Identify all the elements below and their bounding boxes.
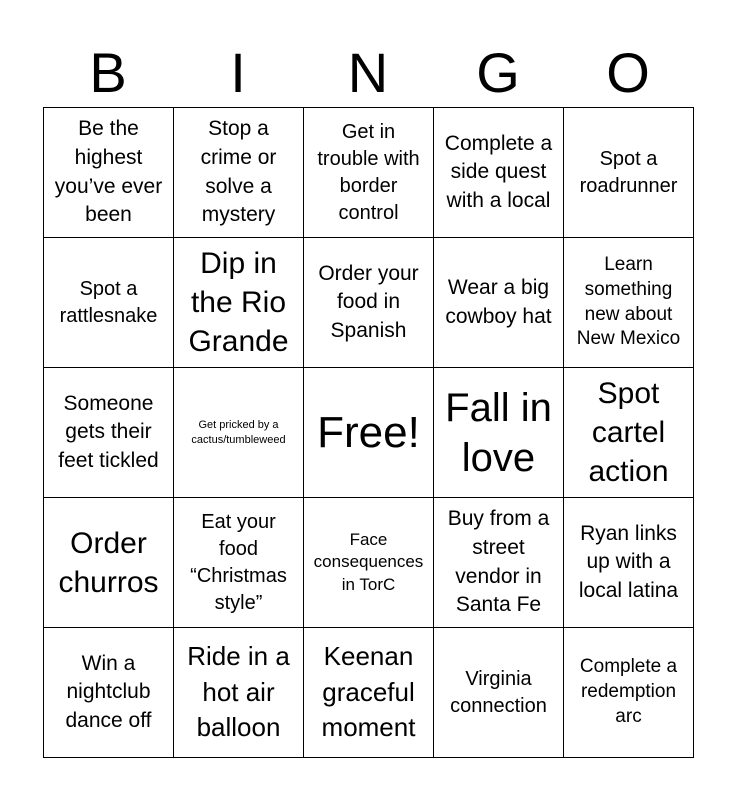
bingo-cell[interactable] — [44, 108, 174, 238]
bingo-cell[interactable] — [564, 368, 694, 498]
header-letter-o: O — [606, 41, 650, 104]
bingo-cell-free[interactable] — [304, 368, 434, 498]
bingo-cell[interactable] — [44, 628, 174, 758]
bingo-cell[interactable] — [434, 498, 564, 628]
bingo-cell[interactable] — [434, 108, 564, 238]
cell-text: Order churros — [58, 526, 159, 599]
bingo-cell[interactable] — [174, 628, 304, 758]
bingo-cell[interactable] — [44, 368, 174, 498]
bingo-grid — [43, 107, 694, 758]
bingo-cell[interactable] — [564, 108, 694, 238]
cell-text: Virginia connection — [450, 667, 547, 717]
bingo-cell[interactable] — [174, 368, 304, 498]
bingo-cell[interactable] — [564, 498, 694, 628]
header-letter-b: B — [89, 41, 127, 104]
bingo-cell[interactable] — [434, 368, 564, 498]
cell-text: Stop a crime or solve a mystery — [200, 117, 277, 227]
cell-text: Order your food in Spanish — [318, 261, 419, 342]
cell-text: Spot a roadrunner — [579, 147, 678, 197]
cell-text: Be the highest you’ve ever been — [54, 117, 163, 227]
bingo-cell[interactable] — [434, 238, 564, 368]
cell-text: Fall in love — [445, 385, 552, 480]
bingo-cell[interactable] — [44, 238, 174, 368]
cell-text: Complete a redemption arc — [579, 656, 678, 727]
cell-text: Wear a big cowboy hat — [445, 275, 552, 328]
header-letter-i: I — [230, 41, 246, 104]
bingo-cell[interactable] — [174, 498, 304, 628]
bingo-cell[interactable] — [564, 238, 694, 368]
bingo-cell[interactable] — [44, 498, 174, 628]
bingo-cell[interactable] — [174, 108, 304, 238]
cell-text: Keenan graceful moment — [321, 641, 416, 743]
cell-text: Get pricked by a cactus/tumbleweed — [191, 418, 286, 446]
cell-text: Complete a side quest with a local — [444, 131, 553, 212]
bingo-cell[interactable] — [564, 628, 694, 758]
cell-text: Dip in the Rio Grande — [188, 247, 289, 358]
bingo-cell[interactable] — [174, 238, 304, 368]
cell-text: Ride in a hot air balloon — [187, 641, 290, 743]
cell-text: Learn something new about New Mexico — [576, 254, 681, 350]
cell-text: Get in trouble with border control — [317, 120, 420, 224]
cell-text: Face consequences in TorC — [313, 530, 424, 594]
bingo-cell[interactable] — [434, 628, 564, 758]
bingo-cell[interactable] — [304, 498, 434, 628]
cell-text: Buy from a street vendor in Santa Fe — [447, 507, 550, 617]
cell-text: Ryan links up with a local latina — [578, 521, 679, 602]
cell-text: Someone gets their feet tickled — [58, 391, 159, 472]
bingo-header — [43, 40, 693, 106]
cell-text: Spot a rattlesnake — [59, 277, 158, 327]
cell-text: Win a nightclub dance off — [65, 651, 152, 732]
bingo-cell[interactable] — [304, 238, 434, 368]
header-letter-n: N — [347, 41, 389, 104]
header-letter-g: G — [476, 41, 520, 104]
cell-text: Spot cartel action — [588, 377, 669, 488]
bingo-cell[interactable] — [304, 108, 434, 238]
cell-text: Eat your food “Christmas style” — [190, 510, 287, 614]
bingo-cell[interactable] — [304, 628, 434, 758]
cell-text: Free! — [317, 407, 420, 457]
